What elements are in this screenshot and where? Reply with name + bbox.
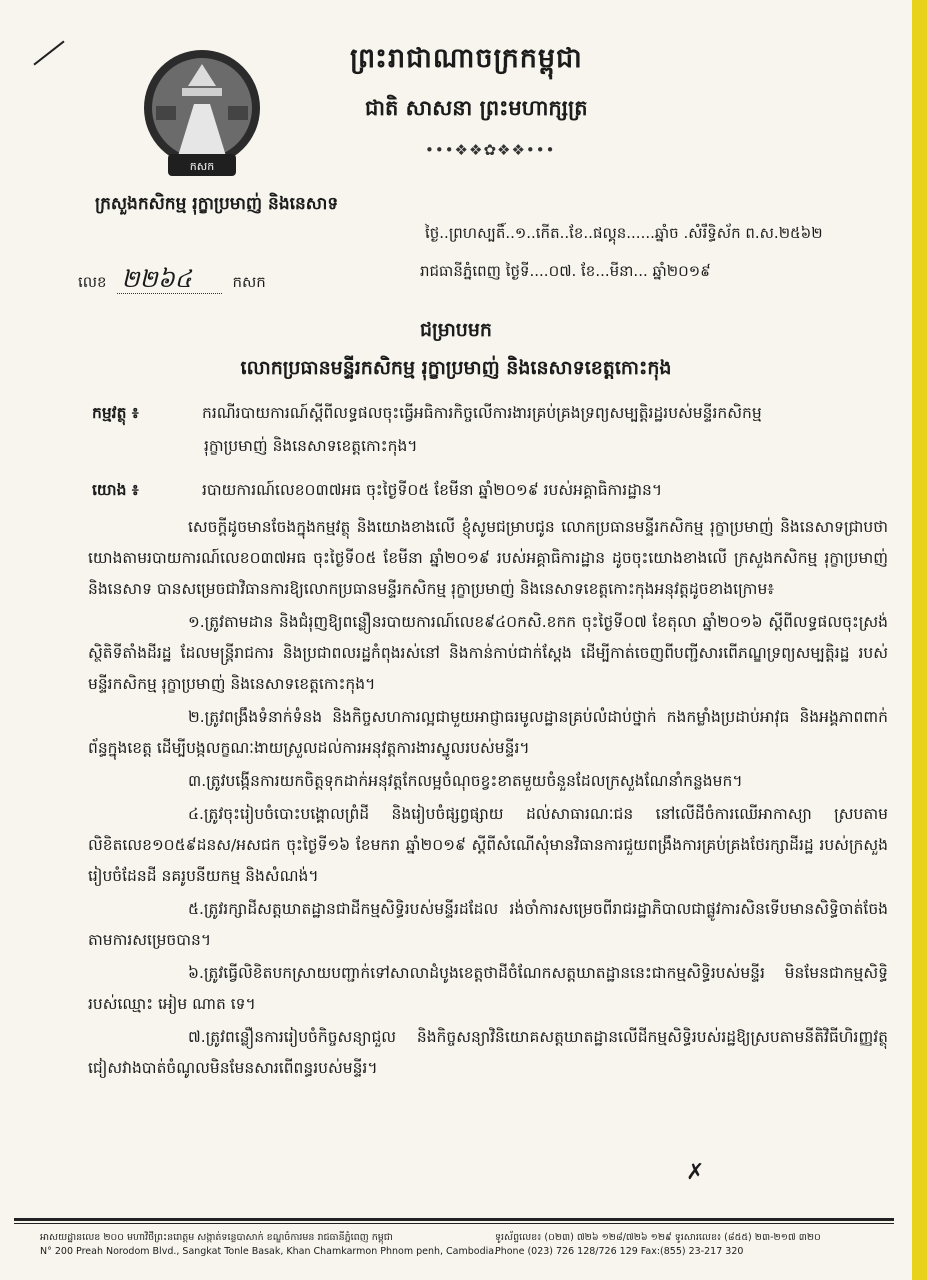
footer-divider-thin [14,1223,894,1224]
ministry-name: ក្រសួងកសិកម្ម រុក្ខាប្រមាញ់ និងនេសាទ [95,194,339,214]
footer-phone-en: Phone (023) 726 128/726 129 Fax:(855) 23-217 320 [495,1246,744,1257]
subject-label: កម្មវត្ថុ ៖ [92,404,139,422]
body-item-2: ២.ត្រូវពង្រឹងទំនាក់ទំនង និងកិច្ចសហការល្អជាមួយអាជ្ញាធរមូលដ្ឋានគ្រប់លំដាប់ថ្នាក់ កងកម្លាំងប្រដាប់អាវុធ និងអង្គភាពពាក់ព័ន្ធក្នុងខេត្ត ដើម្បីបង្កលក្ខណៈងាយស្រួលដល់ការអនុវត្តការងារស្នូលរបស់មន្ទីរ។ [88,708,888,757]
subject-text: ករណីរបាយការណ៍ស្តីពីលទ្ធផលចុះធ្វើអធិការកិច្ចលើការងារគ្រប់គ្រងទ្រព្យសម្បត្តិរដ្ឋរបស់មន្ទីរកសិកម្ម [202,404,762,422]
pen-stroke-mark [33,41,64,66]
handwritten-number: ២២៦៤ [117,265,221,294]
reference-number [78,264,266,299]
city-date: រាជធានីភ្នំពេញ ថ្ងៃទី....០៧. ខែ...មីនា... ឆ្នាំ២០១៩ [420,262,711,280]
ornament-divider: •••❖❖✿❖❖••• [425,141,556,159]
reference-number-label: លេខ [78,273,107,291]
emblem-text: កសក [189,160,215,173]
kingdom-heading: ព្រះរាជាណាចក្រកម្ពុជា [350,43,583,74]
recipient-name: លោកប្រធានមន្ទីរកសិកម្ម រុក្ខាប្រមាញ់ និងនេសាទខេត្តកោះកុង [240,357,672,379]
reference-number-suffix: កសក [232,273,266,291]
footer-address-kh: អាសយដ្ឋានលេខ ២០០ មហាវិថីព្រះនរោត្តម សង្កាត់ទន្លេបាសាក់ ខណ្ឌចំការមន រាជធានីភ្នំពេញ កម្ពុជា [40,1232,393,1243]
yellow-background-edge [912,0,927,1280]
recipient-intro: ជម្រាបមក [420,319,492,341]
handwritten-check-mark: ✗ [686,1160,705,1185]
body-item-7: ៧.ត្រូវពន្លឿនការរៀបចំកិច្ចសន្យាជួល និងកិច្ចសន្យាវិនិយោគសត្តឃាតដ្ឋានលើដីកម្មសិទ្ធិរបស់រដ្ឋឱ្យស្របតាមនីតិវិធីហិរញ្ញវត្ថុ ជៀសវាងបាត់ចំណូលមិនមែនសារពើពន្ធរបស់មន្ទីរ។ [88,1028,888,1077]
body-item-6: ៦.ត្រូវធ្វើលិខិតបកស្រាយបញ្ជាក់ទៅសាលាដំបូងខេត្តថាដីចំណែកសត្តឃាតដ្ឋាននេះជាកម្មសិទ្ធិរបស់មន្ទីរ មិនមែនជាកម្មសិទ្ធិរបស់ឈ្មោះ អៀម ណាត ទេ។ [88,964,888,1013]
reference-block [92,480,662,503]
footer-address [40,1231,497,1259]
body-item-1: ១.ត្រូវតាមដាន និងជំរុញឱ្យពន្លឿនរបាយការណ៍លេខ៩៤០កសិ.ខកក ចុះថ្ងៃទី០៧ ខែតុលា ឆ្នាំ២០១៦ ស្តីពីលទ្ធផលចុះស្រង់ស្ថិតិទីតាំងដីរដ្ឋ ដែលមន្ត្រីរាជការ និងប្រជាពលរដ្ឋកំពុងរស់នៅ និងកាន់កាប់ជាក់ស្តែង ដើម្បីកាត់ចេញពីបញ្ជីសារពើភណ្ឌទ្រព្យសម្បត្តិរដ្ឋ របស់មន្ទីរកសិកម្ម រុក្ខាប្រមាញ់ និងនេសាទខេត្តកោះកុង។ [88,613,888,693]
body-item-3: ៣.ត្រូវបង្កើនការយកចិត្តទុកដាក់អនុវត្តកែលម្អចំណុចខ្វះខាតមួយចំនួនដែលក្រសួងណែនាំកន្លងមក។ [188,772,743,790]
ministry-emblem-icon [138,46,266,188]
subject-block [92,397,882,463]
body-item-4: ៤.ត្រូវចុះរៀបចំបោះបង្គោលព្រំដី និងរៀបចំផ្សព្វផ្សាយ ដល់សាធារណៈជន នៅលើដីចំការឈើអាកាស្យា ស្របតាមលិខិតលេខ១០៥៩ដនស/អសជក ចុះថ្ងៃទី១៦ ខែមករា ឆ្នាំ២០១៩ ស្តីពីសំណើសុំមានវិធានការជួយពង្រឹងការគ្រប់គ្រងថែរក្សាដីរដ្ឋ របស់ក្រសួងរៀបចំដែនដី នគរូបនីយកម្ម និងសំណង់។ [88,805,888,885]
subject-text-continued: រុក្ខាប្រមាញ់ និងនេសាទខេត្តកោះកុង។ [204,437,418,455]
reference-text: របាយការណ៍លេខ០៣៧អធ ចុះថ្ងៃទី០៥ ខែមីនា ឆ្នាំ២០១៩ របស់អគ្គាធិការដ្ឋាន។ [202,481,663,499]
footer-phone-kh: ទូរស័ព្ទលេខ៖ (០២៣) ៧២៦ ១២៨/៧២៦ ១២៩ ទូរសារលេខ៖ (៨៥៥) ២៣-២១៧ ៣២០ [495,1232,821,1243]
footer-divider [14,1218,894,1221]
body-intro-paragraph: សេចក្តីដូចមានចែងក្នុងកម្មវត្ថុ និងយោងខាងលើ ខ្ញុំសូមជម្រាបជូន លោកប្រធានមន្ទីរកសិកម្ម រុក្ខាប្រមាញ់ និងនេសាទជ្រាបថា យោងតាមរបាយការណ៍លេខ០៣៧អធ ចុះថ្ងៃទី០៥ ខែមីនា ឆ្នាំ២០១៩ របស់អគ្គាធិការដ្ឋាន ដូចចុះយោងខាងលើ ក្រសួងកសិកម្ម រុក្ខាប្រមាញ់ និងនេសាទ បានសម្រេចជាវិធានការឱ្យលោកប្រធានមន្ទីរកសិកម្ម រុក្ខាប្រមាញ់ និងនេសាទខេត្តកោះកុងអនុវត្តដូចខាងក្រោម៖ [88,518,888,598]
footer-address-en: N° 200 Preah Norodom Blvd., Sangkat Tonle Basak, Khan Chamkarmon Phnom penh, Cambodia. [40,1246,498,1257]
lunar-date: ថ្ងៃ..ព្រហស្បតិ៍..១..កើត..ខែ..ផល្គុន......ឆ្នាំច .សំរឹទ្ធិស័ក ព.ស.២៥៦២ [425,224,823,242]
reference-label: យោង ៖ [92,481,139,499]
footer-contact [495,1231,821,1259]
body-item-5: ៥.ត្រូវរក្សាដីសត្តឃាតដ្ឋានជាដីកម្មសិទ្ធិរបស់មន្ទីរដដែល រង់ចាំការសម្រេចពីរាជរដ្ឋាភិបាលជាផ្លូវការសិនទើបមានសិទ្ធិចាត់ចែងតាមការសម្រេចបាន។ [88,900,888,949]
national-motto: ជាតិ សាសនា ព្រះមហាក្សត្រ [365,96,588,120]
body-paragraphs [88,512,888,1086]
